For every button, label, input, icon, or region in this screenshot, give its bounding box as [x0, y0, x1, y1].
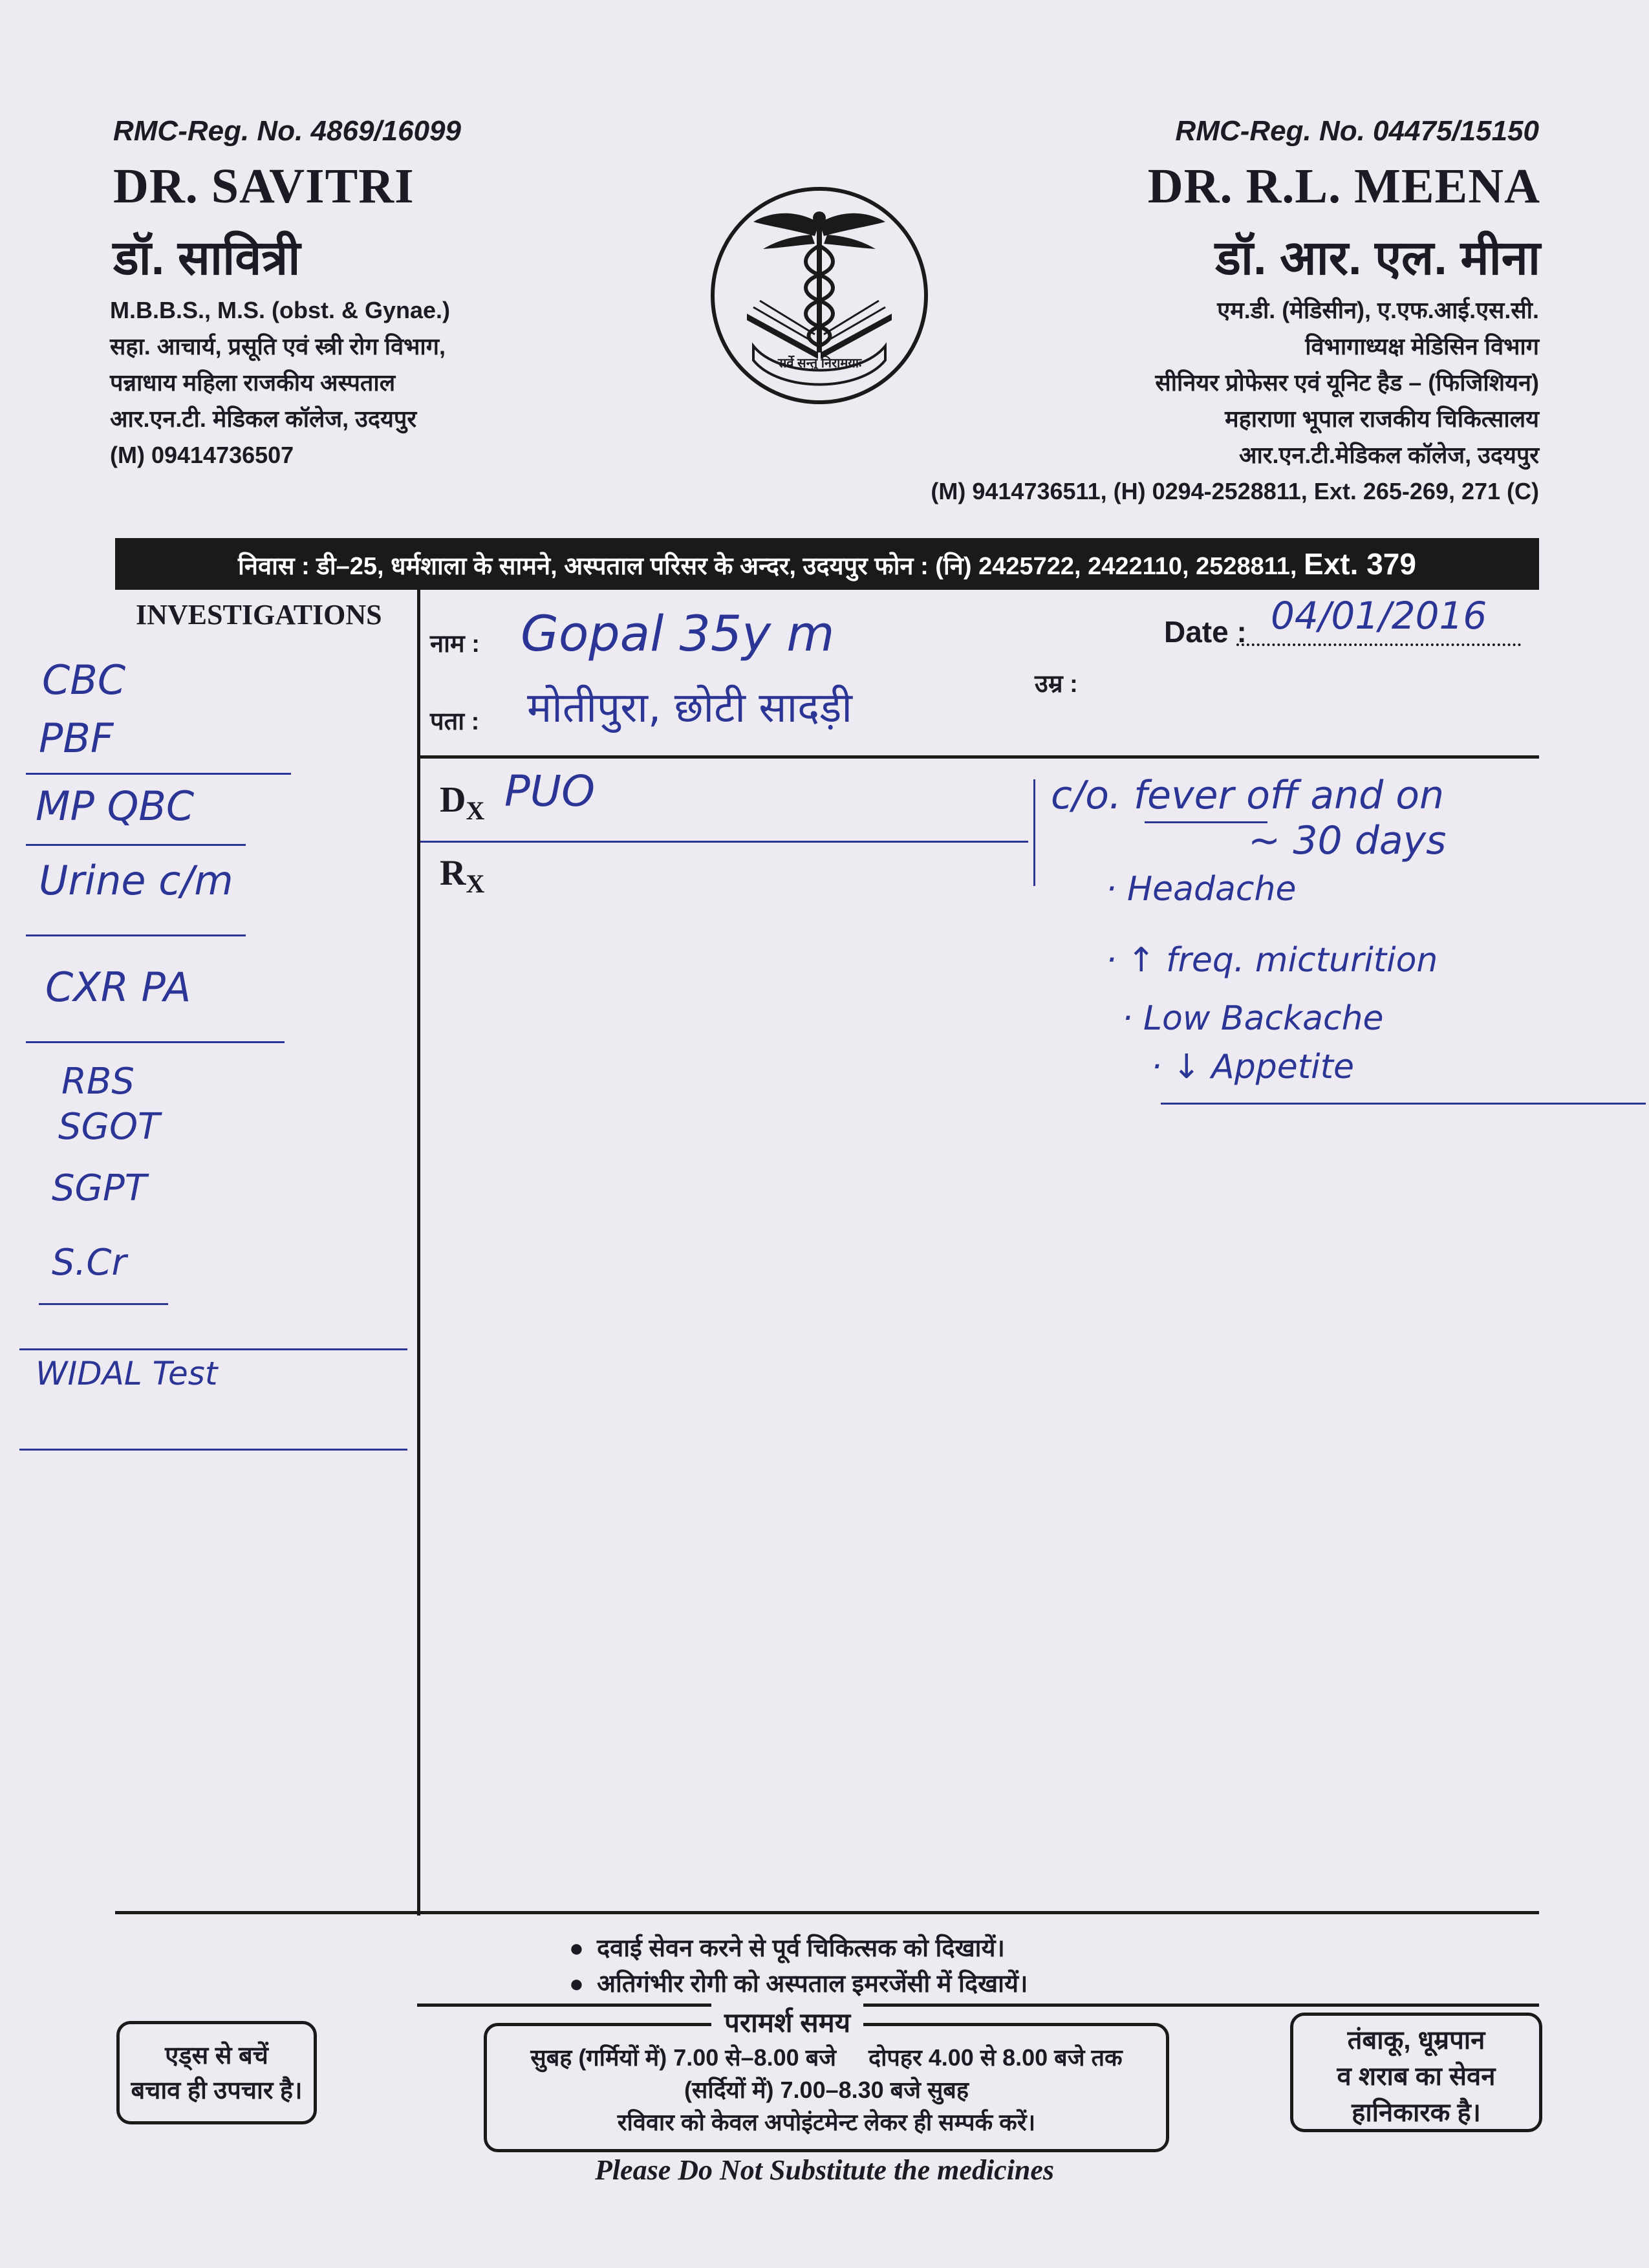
- bottom-rule: [115, 1911, 1539, 1914]
- date-label: Date :: [1164, 615, 1247, 649]
- consult-line: रविवार को केवल अपोइंटमेन्ट लेकर ही सम्पर्क करें।: [617, 2109, 1036, 2135]
- age-label: उम्र :: [1035, 671, 1078, 698]
- rx-sub: X: [466, 869, 485, 899]
- diagnosis-value[interactable]: PUO: [504, 766, 596, 816]
- note-line: [569, 1966, 1028, 2000]
- complaint-end-rule: [1161, 1103, 1646, 1105]
- date-value[interactable]: 04/01/2016: [1271, 594, 1487, 638]
- handwritten-rule: [26, 1041, 285, 1043]
- investigation-item: Urine c/m: [39, 857, 233, 904]
- right-detail-line: (M) 9414736511, (H) 0294-2528811, Ext. 265-269, 271 (C): [931, 478, 1539, 504]
- address-banner: [115, 538, 1539, 590]
- name-label: नाम :: [430, 631, 480, 658]
- investigation-item: PBF: [39, 715, 114, 762]
- date-dotted-line: [1236, 643, 1521, 646]
- tobacco-line: हानिकारक है।: [1352, 2099, 1481, 2127]
- notes-rule: [417, 2003, 1539, 2007]
- address-label: पता :: [430, 708, 480, 735]
- banner-address: निवास : डी–25, धर्मशाला के सामने, अस्पताल परिसर के अन्दर, उदयपुर फोन : (नि) 2425722, 2422110, 2528811,: [238, 553, 1297, 580]
- symptom-item[interactable]: · Headache: [1106, 870, 1297, 909]
- right-detail-line: विभागाध्यक्ष मेडिसिन विभाग: [1305, 333, 1539, 360]
- investigation-item: SGOT: [58, 1106, 160, 1148]
- investigation-item: RBS: [61, 1061, 135, 1103]
- investigation-item: CXR PA: [45, 964, 191, 1011]
- left-detail-line: पन्नाधाय महिला राजकीय अस्पताल: [110, 369, 396, 396]
- consultation-title: परामर्श समय: [711, 2003, 863, 2040]
- note-text: दवाई सेवन करने से पूर्व चिकित्सक को दिखायें।: [596, 1935, 1005, 1962]
- rx-symbol: [440, 852, 484, 899]
- tobacco-line: तंबाकू, धूम्रपान: [1347, 2026, 1485, 2055]
- tobacco-line: व शराब का सेवन: [1337, 2062, 1496, 2091]
- complaint-duration[interactable]: ~ 30 days: [1248, 818, 1447, 863]
- consult-line: सुबह (गर्मियों में) 7.00 से–8.00 बजे दोपहर 4.00 से 8.00 बजे तक: [530, 2044, 1123, 2071]
- emblem-motto: सर्वे सन्तु निरामयाः: [777, 356, 862, 371]
- right-detail-line: एम.डी. (मेडिसीन), ए.एफ.आई.एस.सी.: [1217, 297, 1539, 323]
- column-divider: [417, 590, 420, 1916]
- left-detail-line: (M) 09414736507: [110, 442, 294, 468]
- bullet-icon: ●: [569, 1971, 584, 1998]
- right-detail-line: सीनियर प्रोफेसर एवं यूनिट हैड – (फिजिशियन): [1155, 369, 1539, 396]
- consultation-time-box: [484, 2023, 1169, 2152]
- left-reg-number: RMC-Reg. No. 4869/16099: [113, 115, 461, 147]
- left-doctor-name-hindi: डॉ. सावित्री: [113, 231, 301, 285]
- substitute-warning: Please Do Not Substitute the medicines: [594, 2154, 1055, 2186]
- patient-name[interactable]: Gopal 35y m: [521, 605, 835, 662]
- bullet-icon: ●: [569, 1935, 584, 1962]
- handwritten-rule: [26, 773, 291, 775]
- dx-divider: [1033, 779, 1035, 886]
- aids-line: बचाव ही उपचार है।: [131, 2077, 303, 2104]
- dx-letter: D: [440, 780, 466, 820]
- investigation-item: SGPT: [52, 1167, 147, 1209]
- right-reg-number: RMC-Reg. No. 04475/15150: [1175, 115, 1539, 147]
- symptom-item[interactable]: · ↑ freq. micturition: [1106, 941, 1438, 980]
- right-detail-line: आर.एन.टी.मेडिकल कॉलेज, उदयपुर: [1238, 442, 1539, 468]
- right-detail-line: महाराणा भूपाल राजकीय चिकित्सालय: [1225, 405, 1539, 432]
- dx-underline: [420, 841, 1028, 843]
- right-doctor-details: [698, 292, 1539, 510]
- investigation-item: MP QBC: [36, 783, 195, 830]
- left-doctor-name: DR. SAVITRI: [113, 159, 415, 213]
- tobacco-warning-box: [1290, 2013, 1542, 2132]
- handwritten-rule: [39, 1303, 168, 1305]
- note-text: अतिगंभीर रोगी को अस्पताल इमरजेंसी में दिखायें।: [596, 1971, 1028, 1998]
- aids-line: एड्स से बचें: [165, 2042, 268, 2069]
- investigation-item: CBC: [42, 656, 126, 704]
- investigations-title: INVESTIGATIONS: [136, 599, 382, 631]
- note-line: [569, 1930, 1005, 1964]
- investigation-item: WIDAL Test: [36, 1355, 218, 1392]
- right-doctor-name: DR. R.L. MEENA: [1147, 159, 1540, 213]
- investigation-item: S.Cr: [52, 1242, 127, 1284]
- handwritten-rule: [19, 1449, 407, 1451]
- symptom-item[interactable]: · Low Backache: [1122, 999, 1384, 1038]
- handwritten-rule: [26, 934, 246, 936]
- handwritten-rule: [26, 844, 246, 846]
- symptom-item[interactable]: · ↓ Appetite: [1151, 1048, 1354, 1086]
- right-doctor-name-hindi: डॉ. आर. एल. मीना: [1215, 231, 1540, 285]
- chief-complaint[interactable]: c/o. fever off and on: [1051, 773, 1445, 818]
- rx-letter: R: [440, 853, 466, 893]
- header-rule: [417, 755, 1539, 759]
- aids-awareness-box: [116, 2021, 317, 2124]
- left-doctor-details: [110, 292, 601, 473]
- left-detail-line: आर.एन.टी. मेडिकल कॉलेज, उदयपुर: [110, 405, 417, 432]
- left-detail-line: सहा. आचार्य, प्रसूति एवं स्त्री रोग विभाग,: [110, 333, 446, 360]
- patient-address[interactable]: मोतीपुरा, छोटी सादड़ी: [527, 684, 852, 732]
- dx-symbol: [440, 779, 484, 826]
- consult-line: (सर्दियों में) 7.00–8.30 बजे सुबह: [684, 2077, 969, 2103]
- left-detail-line: M.B.B.S., M.S. (obst. & Gynae.): [110, 297, 451, 323]
- banner-ext: Ext. 379: [1304, 547, 1416, 581]
- handwritten-rule: [19, 1348, 407, 1350]
- dx-sub: X: [466, 796, 485, 826]
